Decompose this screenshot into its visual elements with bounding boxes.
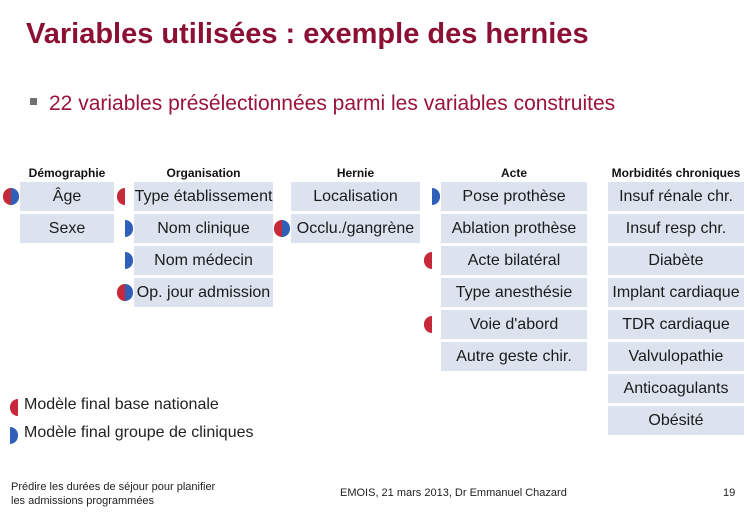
square-bullet-icon xyxy=(30,98,37,105)
variable-label: Ablation prothèse xyxy=(451,220,577,237)
red-blue-circle-icon xyxy=(117,284,133,301)
group-title: Hernie xyxy=(336,166,375,180)
page-number: 19 xyxy=(723,487,736,499)
legend-national xyxy=(10,396,219,414)
variable-label: Valvulopathie xyxy=(628,348,724,365)
blue-half-circle-icon xyxy=(432,188,440,205)
red-half-circle-icon xyxy=(424,252,432,269)
variable-cell xyxy=(608,214,744,243)
variable-cell xyxy=(608,374,744,403)
group-hernie xyxy=(291,164,420,246)
variable-label: Acte bilatéral xyxy=(467,252,561,269)
red-half-circle-icon xyxy=(117,188,125,205)
red-blue-circle-icon xyxy=(274,220,290,237)
bullet-point xyxy=(30,92,615,116)
group-organisation xyxy=(134,164,273,310)
group-acte xyxy=(441,164,587,374)
slide-title: Variables utilisées : exemple des hernies xyxy=(26,18,589,50)
footer-left xyxy=(11,480,215,508)
variable-label: Sexe xyxy=(48,220,86,237)
variable-cell xyxy=(608,278,744,307)
variable-cell xyxy=(291,214,420,243)
bullet-text: 22 variables présélectionnées parmi les variables construites xyxy=(49,92,616,115)
variable-cell xyxy=(608,406,744,435)
footer-center: EMOIS, 21 mars 2013, Dr Emmanuel Chazard xyxy=(340,487,567,499)
variable-label: Pose prothèse xyxy=(462,188,566,205)
variable-label: Type établissement xyxy=(134,188,273,205)
variable-cell xyxy=(291,182,420,211)
footer-line: les admissions programmées xyxy=(11,495,155,507)
footer-line: Prédire les durées de séjour pour planifier xyxy=(11,481,216,493)
variable-cell xyxy=(608,310,744,339)
variable-cell xyxy=(608,342,744,371)
variable-label: Localisation xyxy=(313,188,398,205)
variable-cell xyxy=(20,182,114,211)
variable-cell xyxy=(441,182,587,211)
variable-label: Type anesthésie xyxy=(455,284,573,301)
variable-label: Anticoagulants xyxy=(623,380,729,397)
variable-cell xyxy=(608,246,744,275)
group-demographie xyxy=(20,164,114,246)
blue-half-circle-icon xyxy=(10,427,18,444)
variable-cell xyxy=(134,278,273,307)
variable-label: Insuf rénale chr. xyxy=(619,188,733,205)
variable-label: Nom médecin xyxy=(154,252,253,269)
variable-label: Voie d'abord xyxy=(469,316,559,333)
variable-label: Nom clinique xyxy=(157,220,250,237)
variable-cell xyxy=(441,246,587,275)
variable-cell xyxy=(134,182,273,211)
red-blue-circle-icon xyxy=(3,188,19,205)
group-title: Acte xyxy=(500,166,527,180)
variable-label: Obésité xyxy=(648,412,704,429)
blue-half-circle-icon xyxy=(125,220,133,237)
group-title: Morbidités chroniques xyxy=(611,166,741,180)
legend-clinics xyxy=(10,424,253,442)
variable-cell xyxy=(441,342,587,371)
variable-label: Occlu./gangrène xyxy=(296,220,415,237)
variable-label: Autre geste chir. xyxy=(456,348,572,365)
variable-label: TDR cardiaque xyxy=(622,316,730,333)
variable-cell xyxy=(441,310,587,339)
variable-cell xyxy=(608,182,744,211)
variable-label: Op. jour admission xyxy=(136,284,271,301)
group-morbidites xyxy=(608,164,744,438)
group-title: Démographie xyxy=(28,166,106,180)
variable-label: Diabète xyxy=(648,252,704,269)
variable-label: Implant cardiaque xyxy=(612,284,740,301)
variable-label: Âge xyxy=(52,188,82,205)
group-title: Organisation xyxy=(166,166,241,180)
legend-label: Modèle final groupe de cliniques xyxy=(24,424,254,441)
red-half-circle-icon xyxy=(10,399,18,416)
red-half-circle-icon xyxy=(424,316,432,333)
variable-cell xyxy=(20,214,114,243)
variable-cell xyxy=(134,246,273,275)
legend-label: Modèle final base nationale xyxy=(24,396,219,413)
blue-half-circle-icon xyxy=(125,252,133,269)
variable-cell xyxy=(134,214,273,243)
variable-label: Insuf resp chr. xyxy=(625,220,727,237)
variable-cell xyxy=(441,278,587,307)
variable-cell xyxy=(441,214,587,243)
